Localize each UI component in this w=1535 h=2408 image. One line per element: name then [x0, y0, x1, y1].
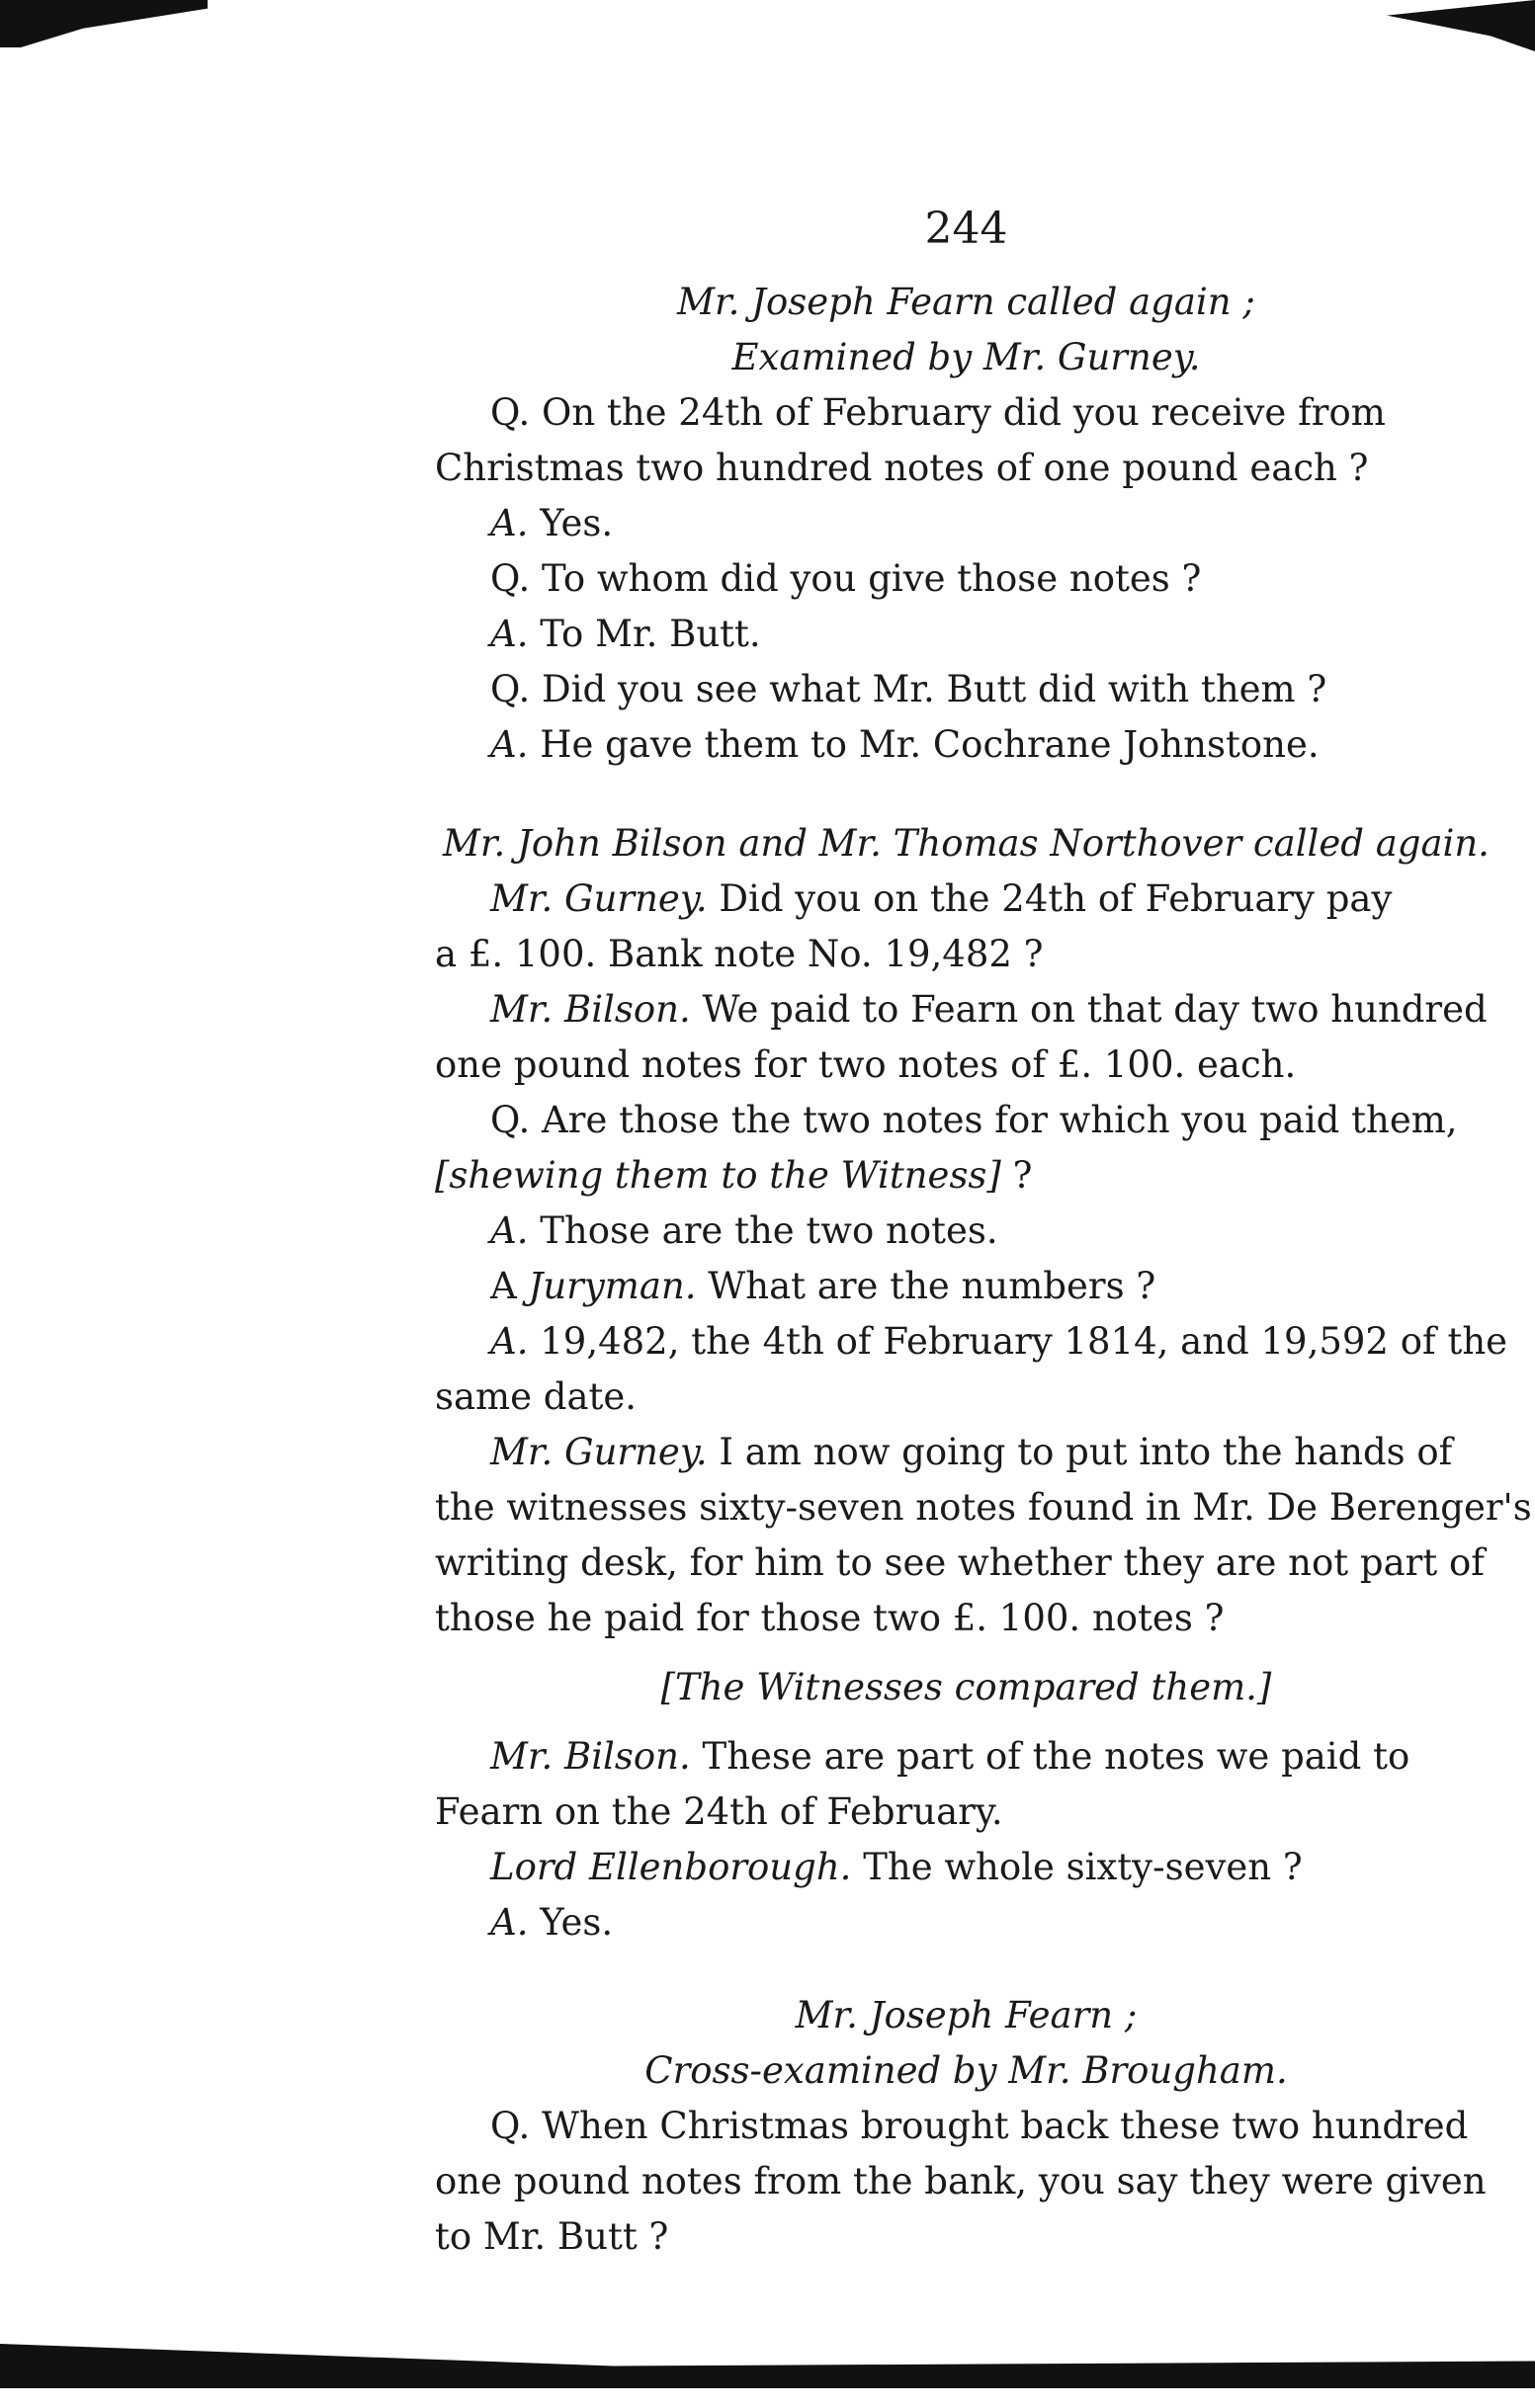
heading-fearn-subtitle: Examined by Mr. Gurney. [731, 336, 1201, 378]
heading-fearn-cross-title: Mr. Joseph Fearn ; [795, 1994, 1138, 2036]
text-line: Mr. Gurney. I am now going to put into the hands of [490, 1431, 1453, 1473]
scan-edge-top-left [0, 0, 208, 47]
text-line: A. Those are the two notes. [490, 1209, 998, 1252]
text-line: A. Yes. [490, 1901, 614, 1944]
text-line: one pound notes from the bank, you say they were given [435, 2160, 1487, 2202]
text-line: one pound notes for two notes of £. 100. each. [435, 1043, 1297, 1086]
text-line: Christmas two hundred notes of one pound each ? [435, 447, 1369, 489]
text-line: Q. To whom did you give those notes ? [490, 557, 1202, 600]
heading-fearn-cross-subtitle: Cross-examined by Mr. Brougham. [644, 2049, 1288, 2092]
text-line: Q. Are those the two notes for which you paid them, [490, 1099, 1458, 1141]
text-line: a £. 100. Bank note No. 19,482 ? [435, 933, 1044, 975]
text-line: Q. Did you see what Mr. Butt did with them ? [490, 668, 1327, 710]
text-line: the witnesses sixty-seven notes found in Mr. De Berenger's [435, 1486, 1532, 1529]
text-line: same date. [435, 1375, 638, 1418]
text-line: Lord Ellenborough. The whole sixty-seven ? [490, 1846, 1303, 1888]
text-line: to Mr. Butt ? [435, 2215, 669, 2258]
text-line: writing desk, for him to see whether they are not part of [435, 1541, 1485, 1584]
text-line: Mr. Bilson. These are part of the notes we paid to [490, 1735, 1410, 1778]
text-line: Q. On the 24th of February did you receive from [490, 391, 1386, 434]
text-line: Q. When Christmas brought back these two hundred [490, 2105, 1469, 2147]
heading-bilson-northover: Mr. John Bilson and Mr. Thomas Northover called again. [443, 822, 1490, 865]
page-number: 244 [924, 204, 1008, 254]
text-line: A. 19,482, the 4th of February 1814, and 19,592 of the [490, 1320, 1508, 1363]
scan-edge-top-right [1387, 0, 1535, 51]
text-line: Fearn on the 24th of February. [435, 1790, 1003, 1833]
text-line: A. Yes. [490, 502, 614, 544]
text-line: Mr. Gurney. Did you on the 24th of February pay [490, 877, 1393, 920]
text-line: [shewing them to the Witness] ? [435, 1154, 1033, 1197]
heading-fearn-title: Mr. Joseph Fearn called again ; [677, 281, 1255, 323]
text-line: Mr. Bilson. We paid to Fearn on that day two hundred [490, 988, 1488, 1031]
text-line: A Juryman. What are the numbers ? [490, 1265, 1156, 1307]
text-line: A. To Mr. Butt. [490, 613, 761, 655]
text-line: A. He gave them to Mr. Cochrane Johnstone. [490, 723, 1320, 766]
stage-direction: [The Witnesses compared them.] [660, 1666, 1272, 1708]
scan-edge-bottom [0, 2339, 1535, 2388]
text-line: those he paid for those two £. 100. notes ? [435, 1597, 1225, 1639]
